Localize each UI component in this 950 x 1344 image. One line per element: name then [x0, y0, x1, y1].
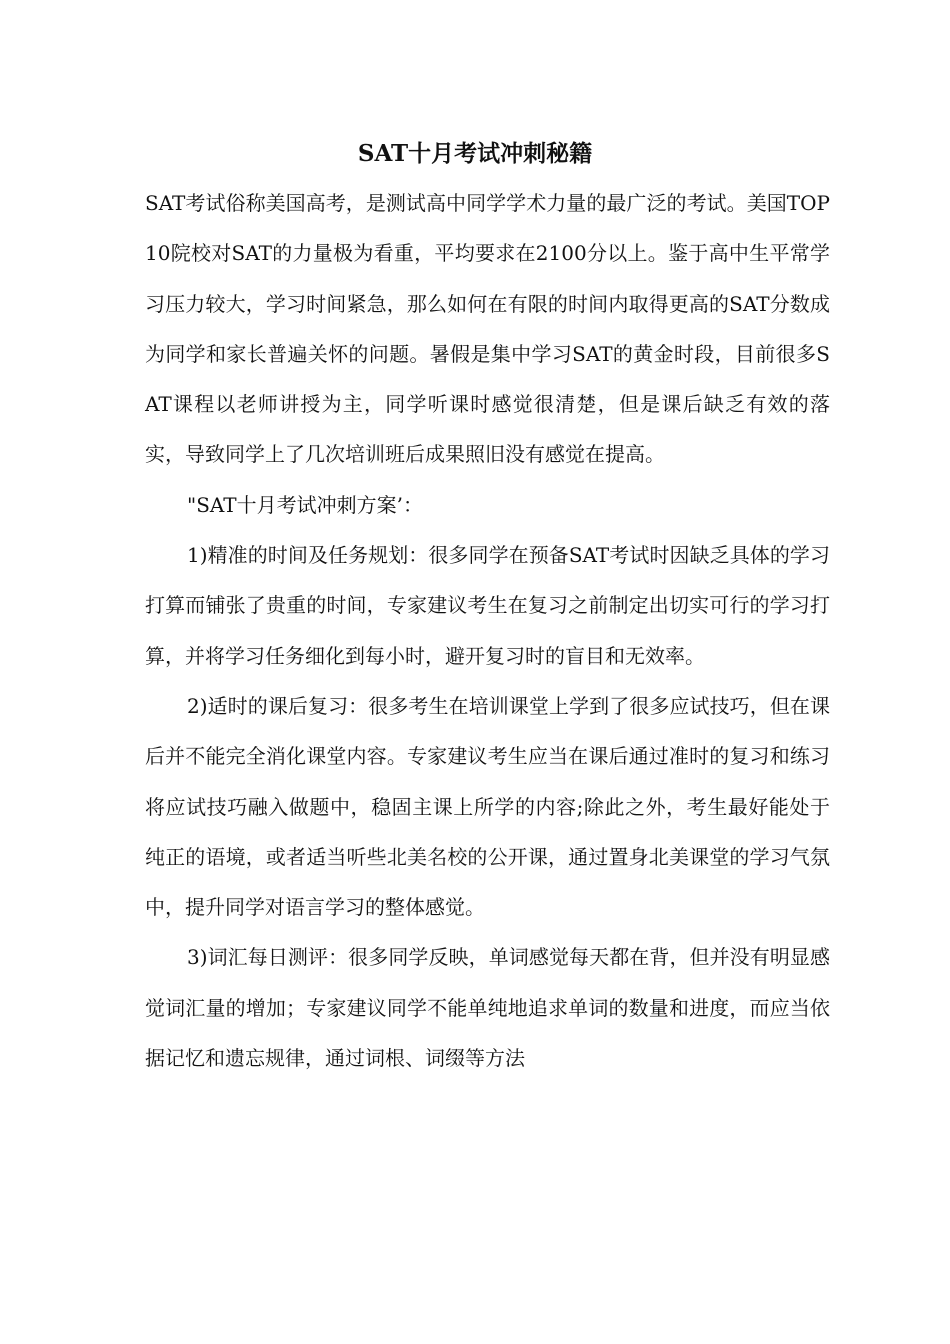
- document-body: [145, 178, 830, 1083]
- paragraph-plan-item-1: 1)精准的时间及任务规划：很多同学在预备SAT考试时因缺乏具体的学习打算而铺张了贵重的时间，专家建议考生在复习之前制定出切实可行的学习打算，并将学习任务细化到每小时，避开复习时的盲目和无效率。: [145, 543, 830, 668]
- paragraph-intro: SAT考试俗称美国高考，是测试高中同学学术力量的最广泛的考试。美国TOP10院校对SAT的力量极为看重，平均要求在2100分以上。鉴于高中生平常学习压力较大，学习时间紧急，那么如何在有限的时间内取得更高的SAT分数成为同学和家长普遍关怀的问题。暑假是集中学习SAT的黄金时段，目前很多SAT课程以老师讲授为主，同学听课时感觉很清楚，但是课后缺乏有效的落实，导致同学上了几次培训班后成果照旧没有感觉在提高。: [145, 191, 830, 467]
- paragraph-plan-item-2: 2)适时的课后复习：很多考生在培训课堂上学到了很多应试技巧，但在课后并不能完全消化课堂内容。专家建议考生应当在课后通过准时的复习和练习将应试技巧融入做题中，稳固主课上所学的内容;除此之外，考生最好能处于纯正的语境，或者适当听些北美名校的公开课，通过置身北美课堂的学习气氛中，提升同学对语言学习的整体感觉。: [145, 693, 830, 920]
- paragraph-plan-heading: "SAT十月考试冲刺方案’：: [187, 492, 423, 517]
- paragraph-plan-item-3: 3)词汇每日测评：很多同学反映，单词感觉每天都在背，但并没有明显感觉词汇量的增加；专家建议同学不能单纯地追求单词的数量和进度，而应当依据记忆和遗忘规律，通过词根、词缀等方法: [145, 945, 830, 1071]
- document-title: SAT十月考试冲刺秘籍: [357, 140, 593, 167]
